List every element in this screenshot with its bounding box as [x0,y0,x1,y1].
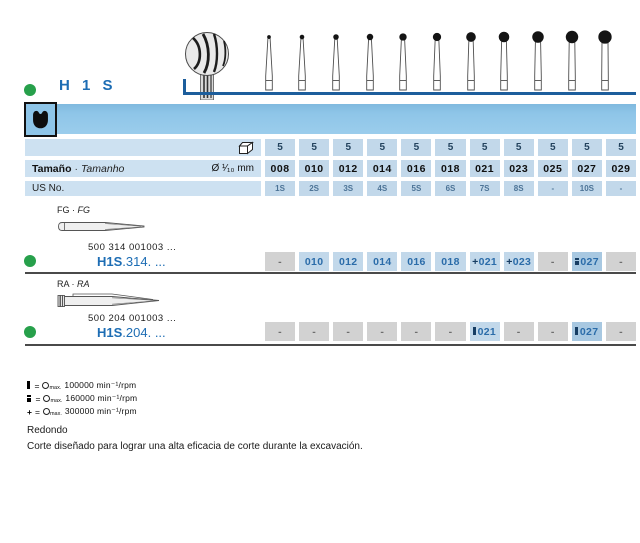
shank-type: RA [57,279,70,289]
shank-label-fg [57,205,90,215]
max-label: max. [50,397,63,404]
section-divider [25,272,636,274]
us-number-cell: 10S [572,181,602,196]
bur-illustration [588,28,622,92]
size-label-es: Tamaño [32,162,72,175]
pack-cell: 5 [606,139,636,156]
size-cell: 008 [265,160,295,177]
availability-cell: + 023 [504,252,534,271]
legend-speed-text: 100000 min⁻¹/rpm [64,380,137,390]
size-cell: 023 [504,160,534,177]
section-divider [25,344,636,346]
size-cell: 021 [470,160,500,177]
bur-illustration [487,28,521,92]
pack-cell: 5 [367,139,397,156]
us-number-cell: 5S [401,181,431,196]
bur-illustration [555,28,589,92]
fg-shank-illustration [57,220,147,233]
us-number-cell: - [606,181,636,196]
availability-cell: - [367,322,397,341]
size-cell: 029 [606,160,636,177]
speed-bar-symbol [575,327,578,335]
availability-dot [24,326,36,338]
legend-item [27,405,137,418]
legend-item [27,379,137,392]
pack-cell: 5 [572,139,602,156]
availability-cell: - [504,322,534,341]
size-values-row [265,160,636,177]
bur-illustration [454,28,488,92]
shank-type: FG [57,205,70,215]
page-title: H 1 S [59,77,117,94]
size-cell: 018 [435,160,465,177]
availability-cell: 016 [401,252,431,271]
availability-cell: 027 [572,252,602,271]
size-cell: 025 [538,160,568,177]
bur-shape-icon-box [24,102,57,137]
large-bur-illustration [183,14,233,100]
us-number-cell: 6S [435,181,465,196]
label-separator: · [74,162,78,175]
bur-illustration [252,28,286,92]
fg-availability-row [265,252,636,271]
availability-cell: 014 [367,252,397,271]
legend-item [27,392,137,405]
us-label: US No. [32,183,65,194]
us-number-cell: 1S [265,181,295,196]
speed-bar-symbol [27,381,30,389]
bur-illustration [319,28,353,92]
us-number-cell: 7S [470,181,500,196]
product-code-rest: .204. ... [122,325,166,340]
pack-cell: 5 [333,139,363,156]
availability-dot [24,84,36,96]
shape-name: Redondo [27,425,68,436]
speed-square-symbol [27,395,31,402]
max-label: max. [49,384,62,391]
availability-cell: 010 [299,252,329,271]
availability-cell: - [435,322,465,341]
us-number-values-row [265,181,636,196]
bur-illustration [353,28,387,92]
pack-cell: 5 [504,139,534,156]
availability-cell: 018 [435,252,465,271]
max-label: max. [49,410,62,417]
pack-cell: 5 [538,139,568,156]
bur-illustration [521,28,555,92]
availability-cell: - [401,322,431,341]
rotation-speed-icon [43,395,50,402]
speed-plus-symbol: + [472,255,479,268]
round-bur-shape-icon [30,108,51,131]
legend-speed-text: 300000 min⁻¹/rpm [64,406,137,416]
availability-cell: 012 [333,252,363,271]
us-number-cell: 2S [299,181,329,196]
availability-cell: - [606,322,636,341]
product-code-bold: H1S [97,325,123,340]
package-icon [238,141,254,155]
size-label-pt: Tamanho [80,162,125,175]
bur-illustration [420,28,454,92]
pack-cell: 5 [265,139,295,156]
us-number-cell: 4S [367,181,397,196]
us-number-cell: - [538,181,568,196]
order-number: 500 314 001003 ... [88,242,177,253]
size-unit: Ø ¹⁄₁₀ mm [211,163,254,174]
size-row-label [25,160,261,177]
bur-illustration [286,28,320,92]
bur-size-illustrations [252,28,622,92]
rotation-speed-icon [42,382,49,389]
availability-cell: - [538,252,568,271]
baseline-rule [183,92,636,95]
speed-legend [27,379,137,418]
equals-sign: = [34,406,40,417]
legend-speed-text: 160000 min⁻¹/rpm [65,393,138,403]
us-number-cell: 8S [504,181,534,196]
pack-quantity-row [265,139,636,156]
product-code-ra [97,325,166,340]
pack-row-label [25,139,261,156]
speed-bar-symbol [473,327,476,335]
speed-plus-symbol: + [506,255,513,268]
availability-cell: + 021 [470,252,500,271]
availability-cell: - [265,252,295,271]
size-cell: 027 [572,160,602,177]
label-separator: · [72,205,76,215]
ra-shank-illustration [57,290,162,310]
size-cell: 016 [401,160,431,177]
order-number: 500 204 001003 ... [88,313,177,324]
availability-cell: 027 [572,322,602,341]
shank-label-ra [57,279,90,289]
pack-cell: 5 [401,139,431,156]
speed-square-symbol [575,258,579,265]
product-code-bold: H1S [97,254,123,269]
pack-cell: 5 [435,139,465,156]
speed-plus-symbol: + [27,406,32,417]
bur-illustration [387,28,421,92]
availability-cell: - [265,322,295,341]
pack-cell: 5 [470,139,500,156]
size-cell: 010 [299,160,329,177]
shank-type-alt: RA [77,279,90,289]
equals-sign: = [35,393,41,404]
us-number-row-label [25,181,261,196]
shape-description: Corte diseñado para lograr una alta eficacia de corte durante la excavación. [27,441,363,452]
product-code-rest: .314. ... [122,254,166,269]
ra-availability-row [265,322,636,341]
label-separator: · [71,279,75,289]
equals-sign: = [34,380,40,391]
availability-dot [24,255,36,267]
availability-cell: 021 [470,322,500,341]
section-banner [25,104,636,134]
pack-cell: 5 [299,139,329,156]
availability-cell: - [333,322,363,341]
us-number-cell: 3S [333,181,363,196]
size-cell: 012 [333,160,363,177]
rotation-speed-icon [43,408,50,415]
baseline-tick [183,79,186,93]
availability-cell: - [606,252,636,271]
availability-cell: - [299,322,329,341]
shank-type-alt: FG [77,205,91,215]
product-code-fg [97,254,166,269]
availability-cell: - [538,322,568,341]
size-cell: 014 [367,160,397,177]
